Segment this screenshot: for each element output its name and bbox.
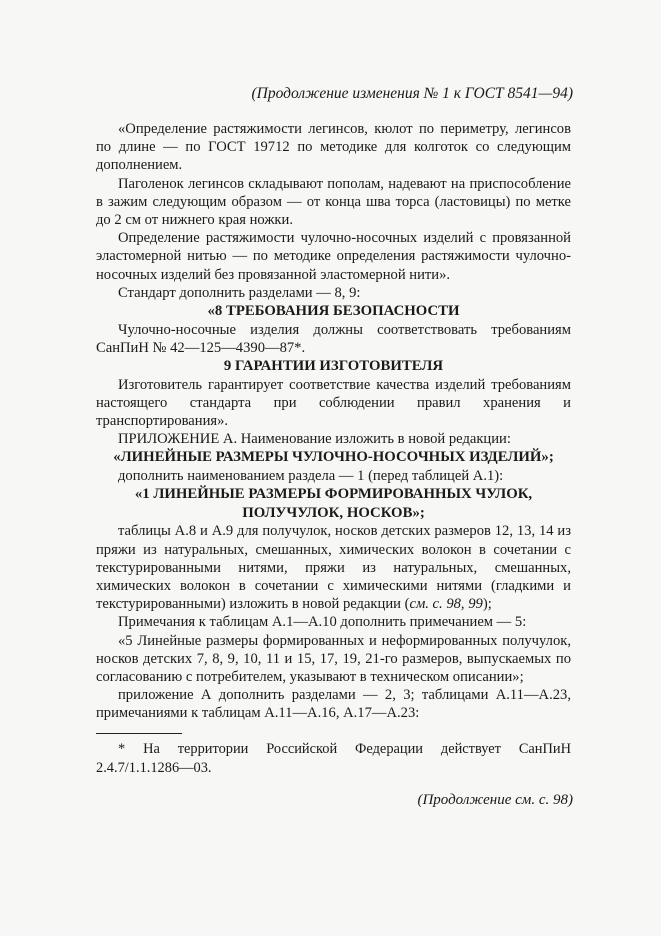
section-heading-1-line-2: ПОЛУЧУЛОК, НОСКОВ»; xyxy=(242,504,425,521)
paragraph-9 xyxy=(96,522,571,613)
page-header: (Продолжение изменения № 1 к ГОСТ 8541—94) xyxy=(251,85,573,102)
paragraph-4: Стандарт дополнить разделами — 8, 9: xyxy=(118,284,361,301)
paragraph-8: дополнить наименованием раздела — 1 (перед таблицей А.1): xyxy=(118,468,504,485)
paragraph-2: Паголенок легинсов складывают пополам, надевают на приспособление в зажим следующим образом — от конца шва торса (ластовицы) по метке до 2 см от нижнего края ножки. xyxy=(96,175,571,229)
paragraph-9-end: ); xyxy=(482,596,492,613)
appendix-title: «ЛИНЕЙНЫЕ РАЗМЕРЫ ЧУЛОЧНО-НОСОЧНЫХ ИЗДЕЛИЙ»; xyxy=(113,449,554,466)
paragraph-12: приложение А дополнить разделами — 2, 3; таблицами А.11—А.23, примечаниями к таблицам А.11—А.16, А.17—А.23: xyxy=(96,687,571,722)
paragraph-5: Чулочно-носочные изделия должны соответствовать требованиям СанПиН № 42—125—4390—87*. xyxy=(96,321,571,356)
section-heading-1-line-1: «1 ЛИНЕЙНЫЕ РАЗМЕРЫ ФОРМИРОВАННЫХ ЧУЛОК, xyxy=(134,486,533,503)
paragraph-10: Примечания к таблицам А.1—А.10 дополнить примечанием — 5: xyxy=(118,614,527,631)
paragraph-1: «Определение растяжимости легинсов, кюлот по периметру, легинсов по длине — по ГОСТ 19712 по методике для колготок со следующим дополнением. xyxy=(96,121,571,174)
continuation-note: (Продолжение см. с. 98) xyxy=(417,792,573,808)
paragraph-3: Определение растяжимости чулочно-носочных изделий с провязанной эластомерной нитью — по методике определения растяжимости чулочно-носочных изделий без провязанной эластомерной нити». xyxy=(96,230,571,283)
footnote-divider xyxy=(96,733,182,734)
section-heading-9: 9 ГАРАНТИИ ИЗГОТОВИТЕЛЯ xyxy=(223,358,444,375)
paragraph-6: Изготовитель гарантирует соответствие качества изделий требованиям настоящего стандарта при соблюдении правил хранения и транспортирования». xyxy=(96,376,571,430)
footnote xyxy=(96,740,571,777)
section-heading-8: «8 ТРЕБОВАНИЯ БЕЗОПАСНОСТИ xyxy=(207,303,460,320)
document-body xyxy=(96,120,571,723)
paragraph-7: ПРИЛОЖЕНИЕ А. Наименование изложить в новой редакции: xyxy=(118,431,511,448)
paragraph-9-text: таблицы А.8 и А.9 для получулок, носков детских размеров 12, 13, 14 из пряжи из натуральных, смешанных, химических волокон в сочетании с текстурированными нитями, пряжи из натуральных, смешанных, химических волокон в сочетании с химическими нитями (гладкими и текстурированными) изложить в новой редакции ( xyxy=(96,523,571,613)
paragraph-11: «5 Линейные размеры формированных и неформированных получулок, носков детских 7, 8, 9, 10, 11 и 15, 17, 19, 21-го размеров, выпускаемых по согласованию с потребителем, указывают в техническом описании»; xyxy=(96,632,571,686)
page-reference: см. с. 98, 99 xyxy=(409,596,483,613)
footnote-text: * На территории Российской Федерации действует СанПиН 2.4.7/1.1.1286—03. xyxy=(96,741,571,776)
